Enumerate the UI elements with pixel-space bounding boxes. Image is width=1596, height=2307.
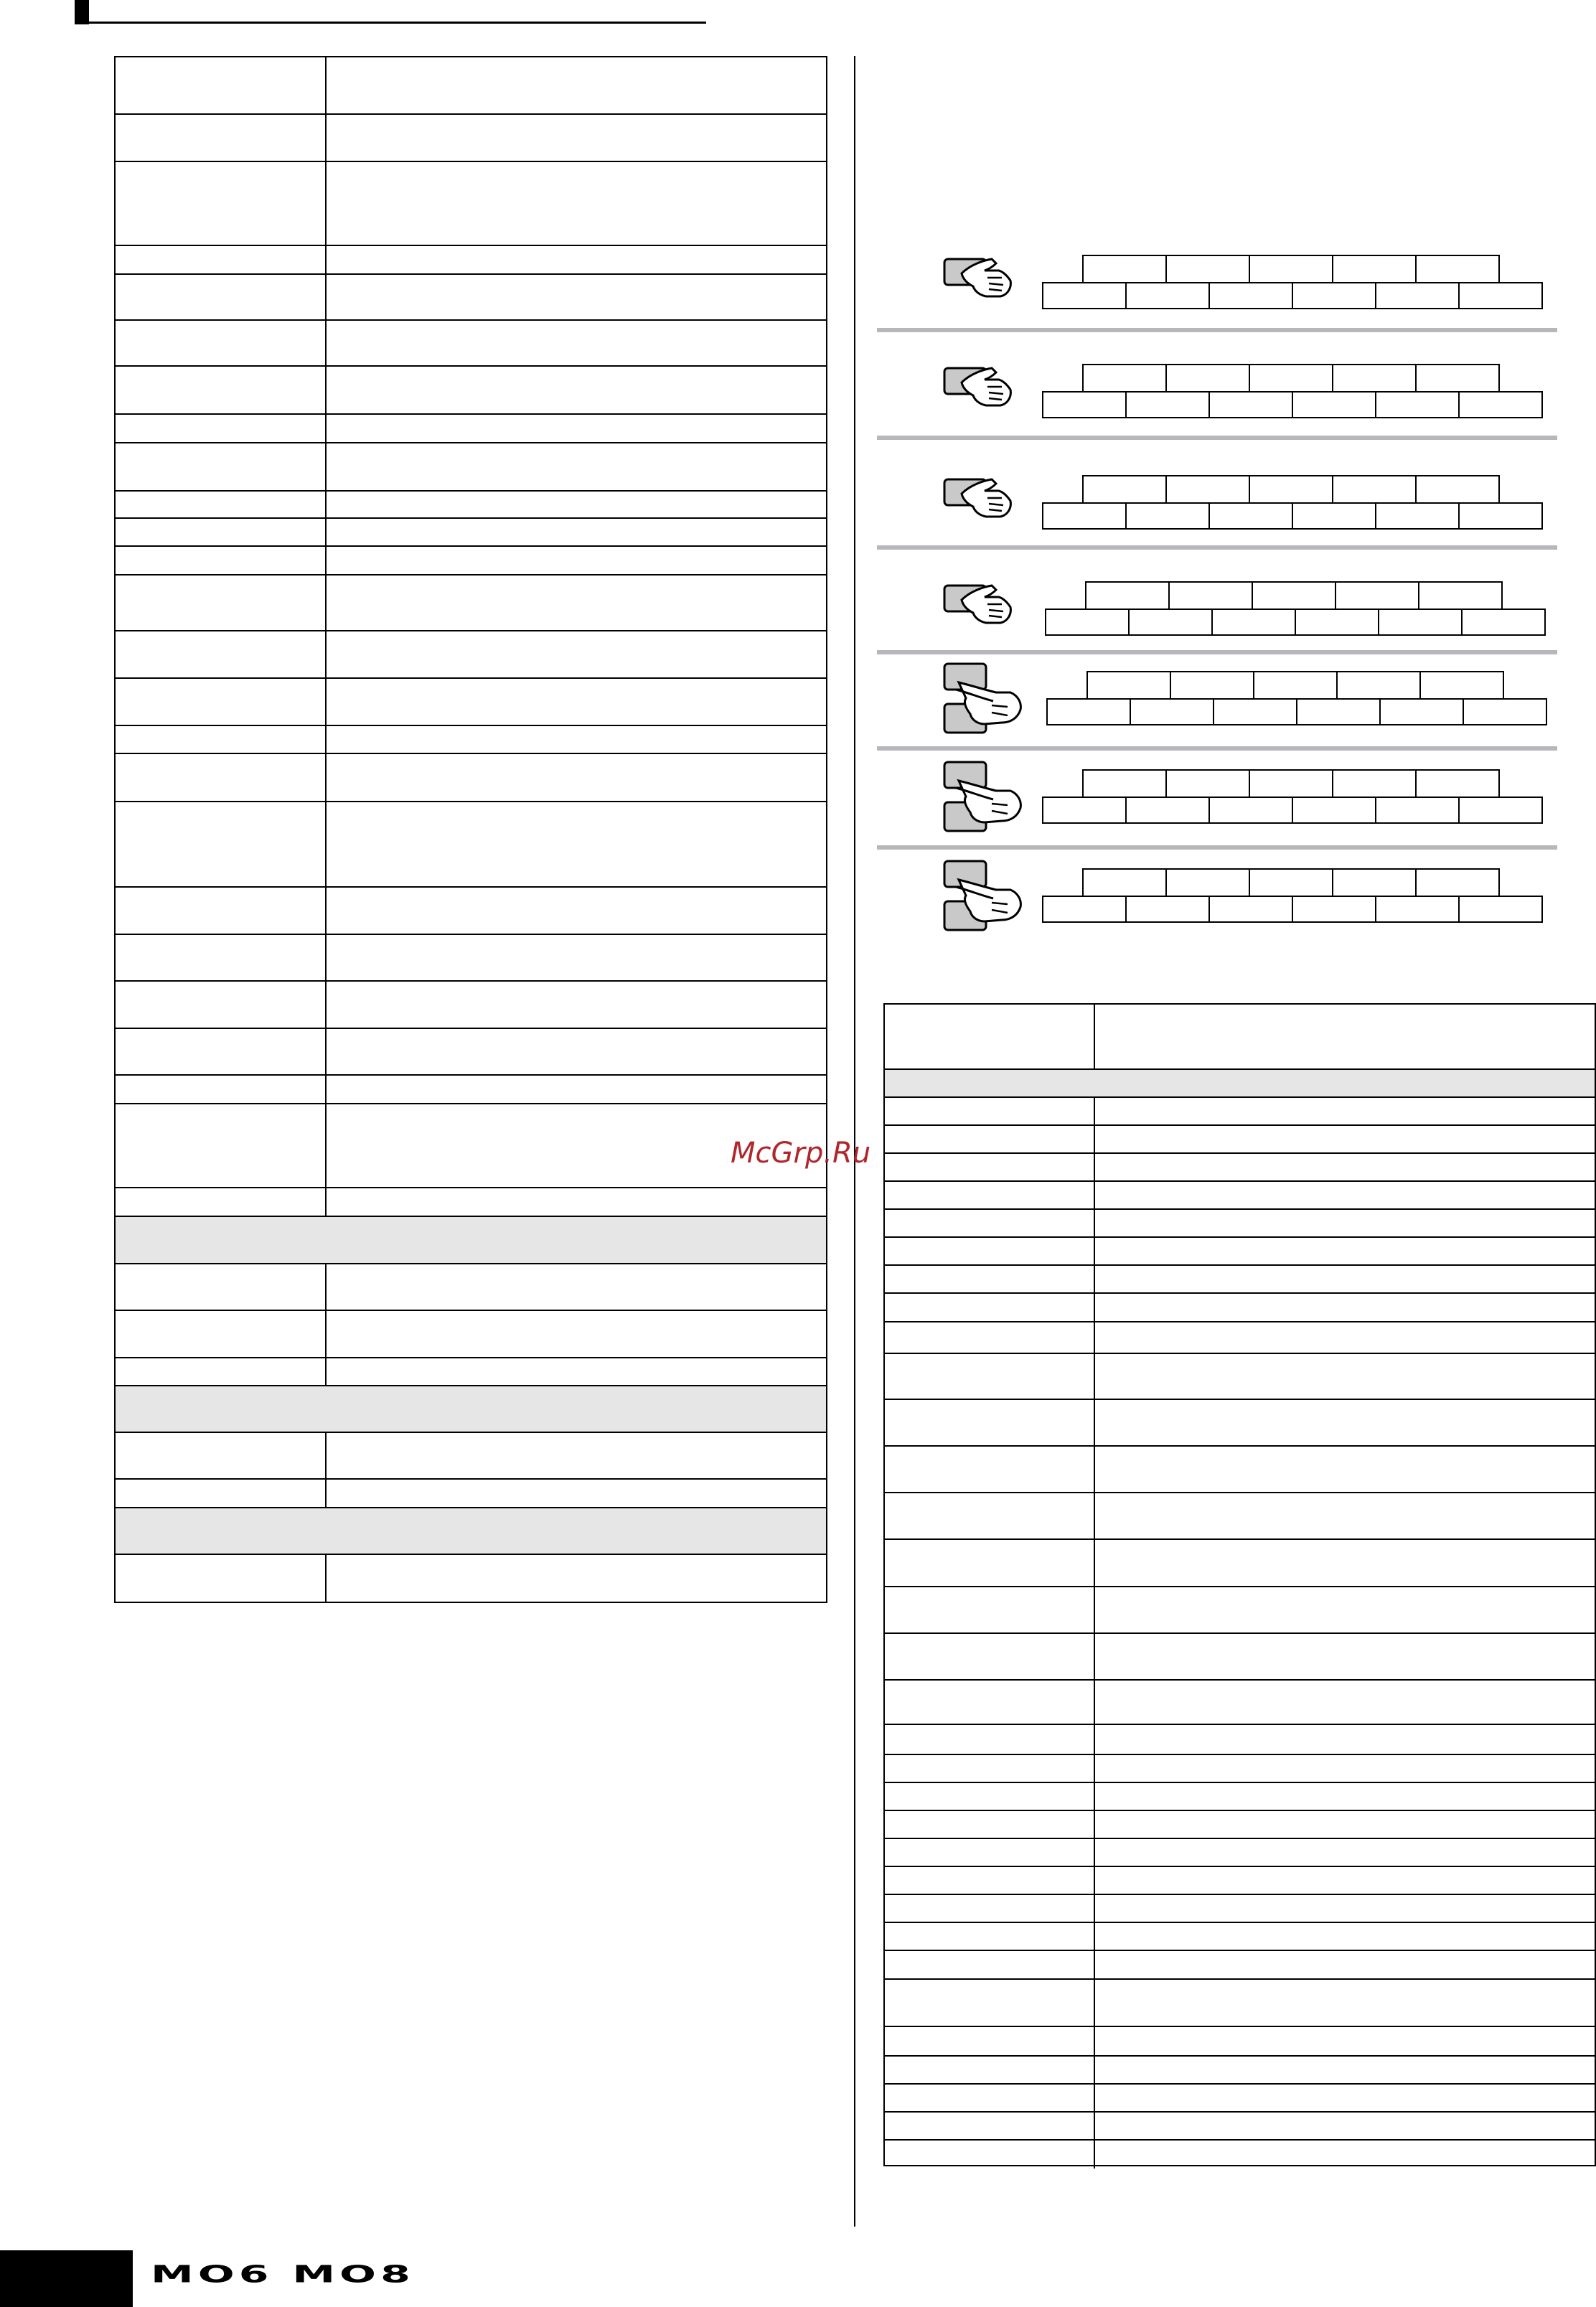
pointing-hand-icon (942, 472, 1020, 526)
right-table-label-cell (885, 1294, 1095, 1321)
right-table-row (885, 1634, 1595, 1681)
right-table-label-cell (885, 1587, 1095, 1632)
brand-logo: MO6 MO8 (151, 2260, 415, 2288)
keyboard-key-lower (1458, 896, 1543, 923)
keyboard-key-lower (1292, 391, 1376, 418)
keyboard-key-upper (1332, 364, 1417, 393)
keyboard-key-lower (1458, 391, 1543, 418)
keyboard-key-lower (1211, 609, 1296, 636)
left-table-value-cell (327, 1555, 826, 1603)
pointing-hand-icon (942, 361, 1020, 415)
right-table-value-cell (1095, 1003, 1595, 1068)
right-table-value-cell (1095, 1587, 1595, 1632)
header-marker (75, 0, 89, 24)
right-table-section-band (885, 1070, 1595, 1098)
left-table-label-cell (116, 115, 327, 161)
keyboard-key-lower (1292, 502, 1376, 530)
right-table-value-cell (1095, 1634, 1595, 1679)
left-table-row (116, 547, 826, 575)
left-table-row (116, 1358, 826, 1386)
right-table-row (885, 1725, 1595, 1755)
left-table-value-cell (327, 575, 826, 630)
right-table-label-cell (885, 1238, 1095, 1264)
right-table-value-cell (1095, 1126, 1595, 1152)
right-table-row (885, 1238, 1595, 1266)
right-table-value-cell (1095, 1266, 1595, 1292)
left-table-value-cell (327, 415, 826, 442)
keyboard-key-upper (1082, 769, 1167, 798)
right-table-value-cell (1095, 1210, 1595, 1236)
right-table-row (885, 1540, 1595, 1587)
keyboard-key-lower (1045, 609, 1130, 636)
keyboard-key-upper (1170, 671, 1254, 700)
left-table-row (116, 519, 826, 547)
right-table-value-cell (1095, 1951, 1595, 1978)
left-table-value-cell (327, 56, 826, 113)
left-table-row (116, 888, 826, 935)
right-table-value-cell (1095, 1839, 1595, 1866)
keyboard-key-upper (1165, 364, 1250, 393)
right-table-label-cell (885, 2057, 1095, 2083)
left-table-row (116, 1076, 826, 1104)
left-table-value-cell (327, 888, 826, 934)
right-table-value-cell (1095, 2027, 1595, 2055)
keyboard-key-upper (1419, 671, 1504, 700)
keyboard-key-upper (1165, 769, 1250, 798)
left-table-value-cell (327, 802, 826, 886)
right-table-label-cell (885, 1895, 1095, 1922)
keyboard-key-lower (1213, 698, 1297, 725)
left-table-row (116, 1480, 826, 1508)
left-table-value-cell (327, 679, 826, 725)
keyboard-key-upper (1415, 364, 1500, 393)
keyboard-key-lower (1125, 797, 1210, 824)
left-table-row (116, 115, 826, 162)
right-table-label-cell (885, 1322, 1095, 1353)
right-table-value-cell (1095, 1182, 1595, 1208)
right-table-value-cell (1095, 1493, 1595, 1538)
left-table-label-cell (116, 935, 327, 980)
right-table-label-cell (885, 1126, 1095, 1152)
keyboard-key-lower (1375, 282, 1460, 309)
header-rule (75, 22, 706, 24)
left-table-row (116, 162, 826, 246)
right-table-label-cell (885, 1540, 1095, 1586)
left-table-label-cell (116, 1029, 327, 1074)
right-table-row (885, 1354, 1595, 1400)
left-table-row (116, 56, 826, 115)
keyboard-key-upper (1249, 364, 1333, 393)
left-table-value-cell (327, 631, 826, 677)
right-table-label-cell (885, 1182, 1095, 1208)
right-table-label-cell (885, 2113, 1095, 2139)
keyboard-key-lower (1042, 797, 1127, 824)
left-table-label-cell (116, 443, 327, 490)
keyboard-key-upper (1082, 364, 1167, 393)
left-table-label-cell (116, 492, 327, 517)
right-table-value-cell (1095, 2057, 1595, 2083)
left-table-value-cell (327, 1480, 826, 1507)
right-table-value-cell (1095, 1681, 1595, 1724)
keyboard-key-upper (1415, 868, 1500, 897)
keyboard-key-lower (1292, 282, 1376, 309)
right-table-label-cell (885, 1003, 1095, 1068)
left-table-row (116, 1104, 826, 1188)
keyboard-key-lower (1125, 282, 1210, 309)
right-table-value-cell (1095, 1354, 1595, 1399)
left-table-row (116, 575, 826, 631)
left-table-label-cell (116, 367, 327, 413)
keyboard-key-upper (1082, 868, 1167, 897)
right-table-header-row (885, 1003, 1595, 1070)
right-table-row (885, 1951, 1595, 1980)
left-table-label-cell (116, 631, 327, 677)
left-table-value-cell (327, 1433, 826, 1478)
keyboard-key-lower (1128, 609, 1213, 636)
footer-tab (0, 2250, 133, 2307)
right-table-value-cell (1095, 1447, 1595, 1492)
pointing-hand-icon (942, 578, 1020, 632)
left-table-row (116, 982, 826, 1029)
left-table-label-cell (116, 1104, 327, 1187)
left-table-label-cell (116, 1311, 327, 1357)
left-table-row (116, 443, 826, 492)
keyboard-key-lower (1208, 896, 1293, 923)
keyboard-key-lower (1458, 797, 1543, 824)
right-table-label-cell (885, 2027, 1095, 2055)
left-table-label-cell (116, 547, 327, 574)
diagram-separator (877, 650, 1557, 654)
keyboard-key-lower (1042, 282, 1127, 309)
right-table-value-cell (1095, 1725, 1595, 1754)
right-table-label-cell (885, 2141, 1095, 2169)
left-table-value-cell (327, 1358, 826, 1385)
right-parameter-table (883, 1003, 1596, 2166)
left-table-label-cell (116, 1076, 327, 1103)
right-table-value-cell (1095, 1322, 1595, 1353)
right-table-row (885, 1681, 1595, 1725)
left-table-label-cell (116, 679, 327, 725)
right-table-label-cell (885, 1154, 1095, 1180)
right-table-row (885, 1098, 1595, 1126)
right-table-label-cell (885, 1354, 1095, 1399)
left-table-value-cell (327, 246, 826, 273)
left-table-section-band (116, 1386, 826, 1433)
keyboard-key-lower (1375, 391, 1460, 418)
keyboard-key-upper (1332, 475, 1417, 504)
right-table-value-cell (1095, 1400, 1595, 1445)
right-table-value-cell (1095, 2085, 1595, 2111)
keyboard-key-lower (1375, 502, 1460, 530)
right-table-value-cell (1095, 1154, 1595, 1180)
keyboard-key-upper (1165, 475, 1250, 504)
right-table-label-cell (885, 1266, 1095, 1292)
left-table-label-cell (116, 802, 327, 886)
keyboard-key-lower (1125, 502, 1210, 530)
keyboard-key-upper (1335, 581, 1419, 610)
left-table-value-cell (327, 162, 826, 245)
keyboard-key-lower (1042, 896, 1127, 923)
keyboard-key-lower (1042, 391, 1127, 418)
right-table-label-cell (885, 1634, 1095, 1679)
right-table-value-cell (1095, 1098, 1595, 1124)
right-table-label-cell (885, 1951, 1095, 1978)
pointing-hand-icon (942, 759, 1028, 842)
right-table-row (885, 1182, 1595, 1210)
right-table-value-cell (1095, 1895, 1595, 1922)
right-table-label-cell (885, 1725, 1095, 1754)
right-table-row (885, 1154, 1595, 1182)
keyboard-key-upper (1415, 475, 1500, 504)
right-table-value-cell (1095, 1540, 1595, 1586)
right-table-row (885, 1322, 1595, 1354)
right-table-label-cell (885, 1923, 1095, 1950)
left-table-row (116, 679, 826, 726)
right-table-label-cell (885, 1867, 1095, 1894)
keyboard-key-lower (1125, 896, 1210, 923)
keyboard-key-upper (1082, 475, 1167, 504)
right-table-row (885, 2027, 1595, 2057)
right-table-label-cell (885, 1098, 1095, 1124)
keyboard-key-lower (1463, 698, 1547, 725)
right-table-value-cell (1095, 1294, 1595, 1321)
left-table-value-cell (327, 1311, 826, 1357)
left-table-row (116, 754, 826, 802)
keyboard-key-lower (1046, 698, 1131, 725)
left-table-row (116, 415, 826, 443)
right-table-row (885, 1839, 1595, 1867)
keyboard-key-lower (1375, 797, 1460, 824)
diagram-separator (877, 328, 1557, 332)
left-table-section-band (116, 1217, 826, 1264)
right-table-row (885, 1294, 1595, 1322)
keyboard-key-upper (1418, 581, 1503, 610)
right-table-row (885, 1980, 1595, 2027)
right-table-value-cell (1095, 2141, 1595, 2169)
keyboard-key-upper (1332, 769, 1417, 798)
diagram-separator (877, 746, 1557, 751)
left-table-value-cell (327, 726, 826, 753)
right-table-row (885, 2113, 1595, 2141)
keyboard-key-lower (1125, 391, 1210, 418)
right-table-value-cell (1095, 1923, 1595, 1950)
left-table-row (116, 726, 826, 754)
right-table-row (885, 1210, 1595, 1238)
right-table-value-cell (1095, 1811, 1595, 1838)
left-table-value-cell (327, 367, 826, 413)
right-table-label-cell (885, 1783, 1095, 1810)
left-table-row (116, 321, 826, 367)
left-table-value-cell (327, 1188, 826, 1216)
left-table-row (116, 367, 826, 415)
right-table-row (885, 2057, 1595, 2085)
left-table-label-cell (116, 1188, 327, 1216)
left-table-label-cell (116, 575, 327, 630)
keyboard-key-lower (1295, 609, 1379, 636)
left-table-row (116, 492, 826, 519)
keyboard-key-lower (1296, 698, 1381, 725)
pointing-hand-icon (942, 661, 1028, 743)
right-table-value-cell (1095, 1980, 1595, 2026)
left-table-value-cell (327, 547, 826, 574)
keyboard-key-lower (1042, 502, 1127, 530)
left-table-value-cell (327, 275, 826, 319)
keyboard-key-upper (1249, 868, 1333, 897)
keyboard-key-lower (1208, 797, 1293, 824)
left-table-row (116, 1264, 826, 1311)
right-table-label-cell (885, 1493, 1095, 1538)
right-table-value-cell (1095, 1783, 1595, 1810)
diagram-separator (877, 545, 1557, 550)
left-table-value-cell (327, 443, 826, 490)
right-table-label-cell (885, 1980, 1095, 2026)
left-table-label-cell (116, 1433, 327, 1478)
watermark-text: McGrp.Ru (731, 1137, 871, 1170)
right-table-row (885, 1126, 1595, 1154)
keyboard-key-upper (1085, 581, 1170, 610)
right-table-row (885, 2141, 1595, 2169)
keyboard-key-upper (1249, 255, 1333, 283)
keyboard-key-lower (1208, 391, 1293, 418)
keyboard-key-lower (1130, 698, 1214, 725)
left-table-section-band (116, 1508, 826, 1555)
right-table-row (885, 2085, 1595, 2113)
keyboard-key-upper (1252, 581, 1336, 610)
left-table-value-cell (327, 115, 826, 161)
keyboard-key-lower (1292, 896, 1376, 923)
left-table-row (116, 1311, 826, 1358)
keyboard-key-lower (1208, 502, 1293, 530)
left-table-label-cell (116, 982, 327, 1028)
right-table-row (885, 1587, 1595, 1634)
right-table-label-cell (885, 2085, 1095, 2111)
left-table-label-cell (116, 1555, 327, 1603)
left-table-label-cell (116, 1264, 327, 1310)
pointing-hand-icon (942, 252, 1020, 306)
keyboard-key-lower (1461, 609, 1546, 636)
keyboard-key-upper (1332, 255, 1417, 283)
right-table-row (885, 1923, 1595, 1951)
left-table-row (116, 935, 826, 982)
keyboard-key-lower (1379, 698, 1464, 725)
left-table-label-cell (116, 275, 327, 319)
left-table-label-cell (116, 246, 327, 273)
left-table-row (116, 631, 826, 679)
diagram-separator (877, 845, 1557, 850)
right-table-label-cell (885, 1755, 1095, 1782)
right-table-label-cell (885, 1681, 1095, 1724)
keyboard-key-lower (1375, 896, 1460, 923)
keyboard-key-upper (1165, 255, 1250, 283)
right-table-row (885, 1266, 1595, 1294)
left-table-value-cell (327, 1264, 826, 1310)
right-table-value-cell (1095, 1867, 1595, 1894)
left-table-row (116, 275, 826, 321)
right-table-row (885, 1895, 1595, 1923)
left-table-value-cell (327, 935, 826, 980)
left-table-row (116, 246, 826, 275)
left-table-value-cell (327, 982, 826, 1028)
keyboard-key-upper (1165, 868, 1250, 897)
keyboard-key-upper (1249, 769, 1333, 798)
right-table-row (885, 1755, 1595, 1783)
right-table-value-cell (1095, 1238, 1595, 1264)
keyboard-key-lower (1458, 502, 1543, 530)
left-table-label-cell (116, 726, 327, 753)
keyboard-key-upper (1082, 255, 1167, 283)
diagram-separator (877, 436, 1557, 440)
left-table-row (116, 1555, 826, 1603)
right-table-label-cell (885, 1447, 1095, 1492)
right-table-row (885, 1867, 1595, 1895)
left-table-label-cell (116, 56, 327, 113)
keyboard-key-upper (1249, 475, 1333, 504)
keyboard-key-upper (1336, 671, 1421, 700)
right-table-row (885, 1400, 1595, 1447)
keyboard-key-upper (1168, 581, 1253, 610)
left-table-value-cell (327, 754, 826, 801)
left-parameter-table (114, 56, 827, 1603)
left-table-label-cell (116, 162, 327, 245)
keyboard-key-upper (1253, 671, 1338, 700)
left-table-label-cell (116, 321, 327, 365)
keyboard-key-lower (1458, 282, 1543, 309)
right-table-value-cell (1095, 2113, 1595, 2139)
left-table-value-cell (327, 1076, 826, 1103)
left-table-value-cell (327, 519, 826, 545)
left-table-row (116, 1433, 826, 1480)
keyboard-key-upper (1332, 868, 1417, 897)
right-table-row (885, 1811, 1595, 1839)
keyboard-key-upper (1415, 255, 1500, 283)
left-table-label-cell (116, 754, 327, 801)
right-table-row (885, 1493, 1595, 1540)
keyboard-key-lower (1292, 797, 1376, 824)
left-table-row (116, 1029, 826, 1076)
left-table-label-cell (116, 888, 327, 934)
right-table-value-cell (1095, 1755, 1595, 1782)
keyboard-key-upper (1415, 769, 1500, 798)
keyboard-key-lower (1378, 609, 1463, 636)
left-table-label-cell (116, 415, 327, 442)
left-table-row (116, 802, 826, 888)
left-table-label-cell (116, 519, 327, 545)
left-table-value-cell (327, 492, 826, 517)
left-table-value-cell (327, 1029, 826, 1074)
left-table-value-cell (327, 321, 826, 365)
pointing-hand-icon (942, 858, 1028, 941)
right-table-label-cell (885, 1400, 1095, 1445)
right-table-row (885, 1447, 1595, 1493)
right-table-label-cell (885, 1210, 1095, 1236)
keyboard-key-upper (1086, 671, 1171, 700)
right-table-label-cell (885, 1839, 1095, 1866)
left-table-label-cell (116, 1358, 327, 1385)
right-table-label-cell (885, 1811, 1095, 1838)
left-table-row (116, 1188, 826, 1217)
keyboard-key-lower (1208, 282, 1293, 309)
left-table-label-cell (116, 1480, 327, 1507)
right-table-row (885, 1783, 1595, 1811)
